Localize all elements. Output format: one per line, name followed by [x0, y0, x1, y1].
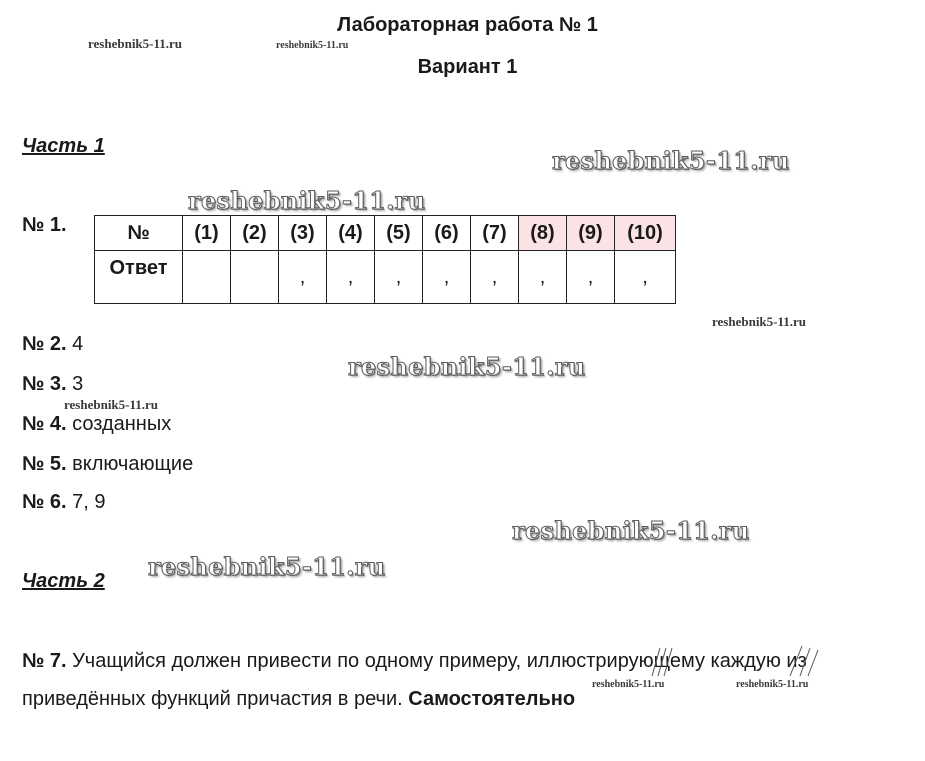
table-col-5: (5): [375, 216, 423, 251]
table-answer-cell: ,: [615, 251, 676, 304]
table-col-3: (3): [279, 216, 327, 251]
task7-number: № 7.: [22, 650, 67, 672]
watermark: reshebnik5-11.ru: [736, 679, 809, 690]
task-6: [22, 491, 105, 514]
watermark: reshebnik5-11.ru: [552, 146, 790, 175]
table-col-10: (10): [615, 216, 676, 251]
part2-label: Часть 2: [22, 570, 105, 592]
part1-label: Часть 1: [22, 135, 105, 157]
task-3: [22, 373, 83, 396]
table-answer-cell: ,: [519, 251, 567, 304]
watermark: reshebnik5-11.ru: [348, 352, 586, 381]
task-number: № 6.: [22, 491, 67, 513]
table-col-6: (6): [423, 216, 471, 251]
task7-text-line1: Учащийся должен привести по одному примеру, иллюстрирующему каждую из: [72, 650, 807, 672]
task1-number: № 1.: [22, 214, 67, 236]
task-answer: включающие: [72, 453, 194, 475]
table-header-row: [95, 216, 676, 251]
document-title: Лабораторная работа № 1: [337, 14, 598, 36]
table-col-4: (4): [327, 216, 375, 251]
task-number: № 4.: [22, 413, 67, 435]
table-answer-cell: ,: [471, 251, 519, 304]
scribble-marks: [650, 640, 830, 680]
task-number: № 3.: [22, 373, 67, 395]
task-answer: 3: [72, 373, 84, 395]
watermark: reshebnik5-11.ru: [512, 516, 750, 545]
watermark: reshebnik5-11.ru: [712, 314, 807, 329]
variant-title: Вариант 1: [417, 56, 518, 78]
table-col-1: (1): [183, 216, 231, 251]
watermark: reshebnik5-11.ru: [148, 552, 386, 581]
table-answer-cell: ,: [375, 251, 423, 304]
watermark: reshebnik5-11.ru: [276, 40, 349, 51]
table-answer-cell: [231, 251, 279, 304]
task-7-line2: [22, 688, 575, 711]
task7-bold-tail: Самостоятельно: [408, 688, 576, 710]
table-answer-cell: ,: [327, 251, 375, 304]
table-col-7: (7): [471, 216, 519, 251]
task-number: № 2.: [22, 333, 67, 355]
watermark: reshebnik5-11.ru: [188, 186, 426, 215]
task-number: № 5.: [22, 453, 67, 475]
table-col-8: (8): [519, 216, 567, 251]
table-answer-row: [95, 251, 676, 304]
task-5: [22, 453, 193, 476]
watermark: reshebnik5-11.ru: [592, 679, 665, 690]
table-answer-cell: ,: [279, 251, 327, 304]
task-answer: 7, 9: [72, 491, 106, 513]
answer-table: [94, 215, 676, 304]
table-answer-label: Ответ: [95, 251, 183, 304]
table-answer-cell: ,: [423, 251, 471, 304]
table-answer-cell: [183, 251, 231, 304]
table-header-label: №: [95, 216, 183, 251]
watermark: reshebnik5-11.ru: [88, 36, 183, 51]
task-2: [22, 333, 83, 356]
task7-text-line2: приведённых функций причастия в речи.: [22, 688, 403, 710]
task-answer: созданных: [72, 413, 172, 435]
table-answer-cell: ,: [567, 251, 615, 304]
table-col-9: (9): [567, 216, 615, 251]
watermark: reshebnik5-11.ru: [64, 397, 159, 412]
task-4: [22, 413, 171, 436]
table-col-2: (2): [231, 216, 279, 251]
task-answer: 4: [72, 333, 84, 355]
